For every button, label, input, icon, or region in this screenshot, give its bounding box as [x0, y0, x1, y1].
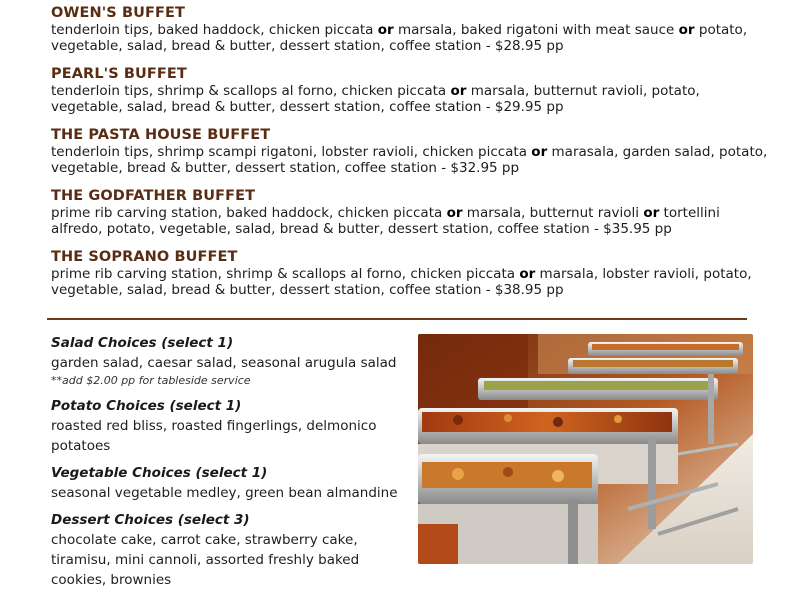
buffet-item: [51, 126, 771, 176]
buffet-title: THE PASTA HOUSE BUFFET: [51, 127, 271, 143]
choice-note: **add $2.00 pp for tableside service: [51, 374, 251, 387]
buffet-description: [51, 83, 771, 115]
buffet-item: [51, 4, 771, 54]
or-connector: or: [531, 144, 548, 160]
description-text: marsala, baked rigatoni with meat sauce: [393, 22, 679, 38]
description-text: marsala, butternut ravioli, potato, vegetable, salad, bread & butter, dessert station, coffee station - $29.95 pp: [51, 83, 700, 115]
buffet-item: [51, 248, 771, 298]
description-text: tenderloin tips, shrimp scampi rigatoni, lobster ravioli, chicken piccata: [51, 144, 532, 160]
buffet-description: [51, 144, 771, 176]
choice-title: Dessert Choices (select 3): [51, 512, 250, 528]
buffet-description: [51, 266, 771, 298]
or-connector: or: [377, 22, 394, 38]
choice-title: Potato Choices (select 1): [51, 398, 242, 414]
buffet-list: [51, 4, 771, 309]
buffet-description: [51, 22, 771, 54]
buffet-item: [51, 65, 771, 115]
buffet-title: THE SOPRANO BUFFET: [51, 249, 238, 265]
buffet-title: THE GODFATHER BUFFET: [51, 188, 256, 204]
or-connector: or: [643, 205, 660, 221]
or-connector: or: [678, 22, 695, 38]
section-divider: [47, 318, 747, 320]
buffet-title: PEARL'S BUFFET: [51, 66, 187, 82]
choice-section: [51, 334, 411, 389]
description-text: tenderloin tips, shrimp & scallops al forno, chicken piccata: [51, 83, 451, 99]
buffet-description: [51, 205, 771, 237]
choice-section: [51, 511, 411, 590]
description-text: marsala, lobster ravioli, potato, vegetable, salad, bread & butter, dessert station, coffee station - $38.95 pp: [51, 266, 752, 298]
or-connector: or: [450, 83, 467, 99]
or-connector: or: [519, 266, 536, 282]
description-text: tortellini alfredo, potato, vegetable, salad, bread & butter, dessert station, coffee station - $35.95 pp: [51, 205, 720, 237]
buffet-item: [51, 187, 771, 237]
choice-items: roasted red bliss, roasted fingerlings, delmonico potatoes: [51, 418, 377, 454]
buffet-chafing-dishes-photo: [418, 334, 753, 564]
description-text: prime rib carving station, shrimp & scallops al forno, chicken piccata: [51, 266, 520, 282]
choice-items: garden salad, caesar salad, seasonal arugula salad: [51, 355, 397, 371]
choice-section: [51, 397, 411, 456]
buffet-title: OWEN'S BUFFET: [51, 5, 186, 21]
choice-items: seasonal vegetable medley, green bean almandine: [51, 485, 398, 501]
description-text: prime rib carving station, baked haddock, chicken piccata: [51, 205, 447, 221]
description-text: potato, vegetable, salad, bread & butter, dessert station, coffee station - $28.95 pp: [51, 22, 748, 54]
choice-section: [51, 464, 411, 503]
description-text: marasala, garden salad, potato, vegetable, bread & butter, dessert station, coffee station - $32.95 pp: [51, 144, 768, 176]
description-text: tenderloin tips, baked haddock, chicken piccata: [51, 22, 378, 38]
choice-items: chocolate cake, carrot cake, strawberry cake, tiramisu, mini cannoli, assorted freshly baked cookies, brownies: [51, 532, 360, 588]
choice-title: Salad Choices (select 1): [51, 335, 234, 351]
description-text: marsala, butternut ravioli: [462, 205, 644, 221]
or-connector: or: [446, 205, 463, 221]
choice-title: Vegetable Choices (select 1): [51, 465, 268, 481]
choices-list: [51, 334, 411, 598]
